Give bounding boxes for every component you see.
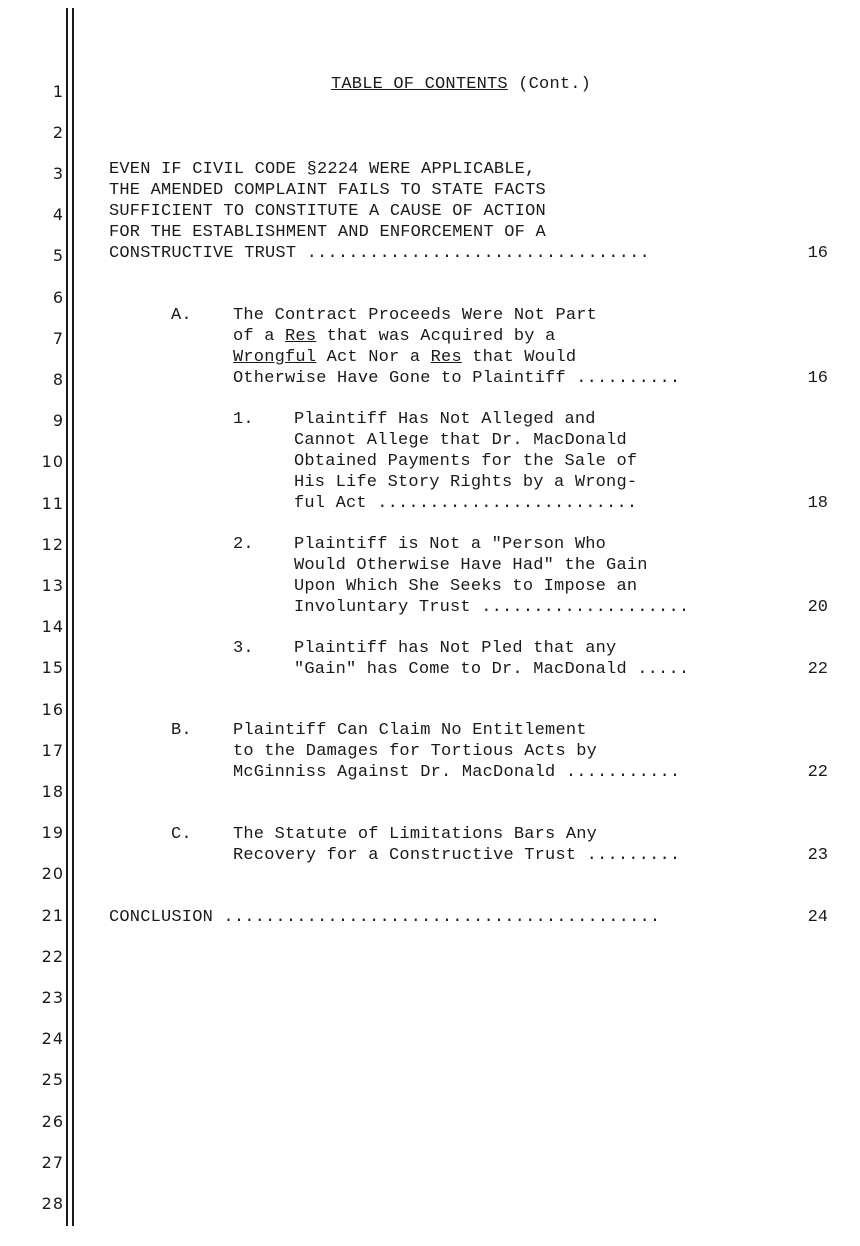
line-number: 26 — [41, 1112, 64, 1131]
entry-line: McGinniss Against Dr. MacDonald ........... — [233, 763, 681, 782]
page-number: 18 — [807, 494, 828, 513]
page-number: 20 — [807, 598, 828, 617]
entry-line: The Statute of Limitations Bars Any — [233, 825, 598, 844]
page-number: 24 — [807, 908, 828, 927]
entry-line: SUFFICIENT TO CONSTITUTE A CAUSE OF ACTION — [109, 202, 546, 221]
entry-line: Otherwise Have Gone to Plaintiff .......... — [233, 369, 681, 388]
line-number: 20 — [41, 864, 64, 883]
line-number: 16 — [41, 700, 64, 719]
line-number: 18 — [41, 782, 64, 801]
line-number: 17 — [41, 741, 64, 760]
entry-line: to the Damages for Tortious Acts by — [233, 742, 598, 761]
page-number: 22 — [807, 660, 828, 679]
line-number: 6 — [52, 288, 64, 307]
text-run-underlined: Res — [430, 348, 462, 367]
line-number: 22 — [41, 947, 64, 966]
entry-line: CONSTRUCTIVE TRUST ................................. — [109, 244, 650, 263]
line-number: 13 — [41, 576, 64, 595]
entry-line — [233, 326, 555, 347]
line-number: 15 — [41, 658, 64, 677]
line-number: 12 — [41, 535, 64, 554]
line-number: 27 — [41, 1153, 64, 1172]
entry-label: 2. — [233, 535, 254, 554]
page-number: 22 — [807, 763, 828, 782]
line-number: 21 — [41, 906, 64, 925]
line-number: 5 — [52, 246, 64, 265]
line-number: 7 — [52, 329, 64, 348]
entry-line: Plaintiff is Not a "Person Who — [294, 535, 607, 554]
line-number: 1 — [52, 82, 64, 101]
page-number: 16 — [807, 369, 828, 388]
line-number: 10 — [41, 452, 64, 471]
line-number: 25 — [41, 1070, 64, 1089]
entry-line: EVEN IF CIVIL CODE §2224 WERE APPLICABLE, — [109, 160, 536, 179]
entry-line: The Contract Proceeds Were Not Part — [233, 306, 598, 325]
line-number: 23 — [41, 988, 64, 1007]
title-suffix: (Cont.) — [507, 75, 592, 94]
line-number: 11 — [41, 494, 64, 513]
page-number: 23 — [807, 846, 828, 865]
line-number: 2 — [52, 123, 64, 142]
entry-label: 3. — [233, 639, 254, 658]
entry-line: Recovery for a Constructive Trust ......... — [233, 846, 681, 865]
entry-label: B. — [171, 721, 192, 740]
entry-line: Plaintiff Has Not Alleged and — [294, 410, 596, 429]
entry-line: Would Otherwise Have Had" the Gain — [294, 556, 648, 575]
text-run: of a — [233, 327, 286, 346]
margin-rule-left — [66, 8, 68, 1226]
entry-line: Plaintiff Can Claim No Entitlement — [233, 721, 587, 740]
line-number: 4 — [52, 205, 64, 224]
line-number: 9 — [52, 411, 64, 430]
page-title — [331, 74, 591, 95]
entry-label: A. — [171, 306, 192, 325]
entry-label: 1. — [233, 410, 254, 429]
entry-line: Obtained Payments for the Sale of — [294, 452, 638, 471]
text-run: that was Acquired by a — [316, 327, 556, 346]
text-run-underlined: Wrongful — [233, 348, 317, 367]
line-number: 19 — [41, 823, 64, 842]
entry-line: CONCLUSION .......................................... — [109, 908, 661, 927]
entry-line: Upon Which She Seeks to Impose an — [294, 577, 638, 596]
entry-line: ful Act ......................... — [294, 494, 638, 513]
entry-line: THE AMENDED COMPLAINT FAILS TO STATE FACTS — [109, 181, 546, 200]
entry-line: His Life Story Rights by a Wrong- — [294, 473, 638, 492]
entry-line — [233, 347, 576, 368]
entry-line: Involuntary Trust .................... — [294, 598, 690, 617]
margin-rule-right — [72, 8, 74, 1226]
line-number: 24 — [41, 1029, 64, 1048]
line-number: 3 — [52, 164, 64, 183]
page-number: 16 — [807, 244, 828, 263]
text-run: Act Nor a — [316, 348, 431, 367]
line-number: 28 — [41, 1194, 64, 1213]
entry-line: FOR THE ESTABLISHMENT AND ENFORCEMENT OF A — [109, 223, 546, 242]
entry-label: C. — [171, 825, 192, 844]
entry-line: "Gain" has Come to Dr. MacDonald ..... — [294, 660, 690, 679]
line-number: 8 — [52, 370, 64, 389]
text-run: that Would — [461, 348, 577, 367]
entry-line: Plaintiff has Not Pled that any — [294, 639, 617, 658]
title-underlined: TABLE OF CONTENTS — [331, 75, 508, 94]
line-number: 14 — [41, 617, 64, 636]
entry-line: Cannot Allege that Dr. MacDonald — [294, 431, 627, 450]
text-run-underlined: Res — [285, 327, 317, 346]
